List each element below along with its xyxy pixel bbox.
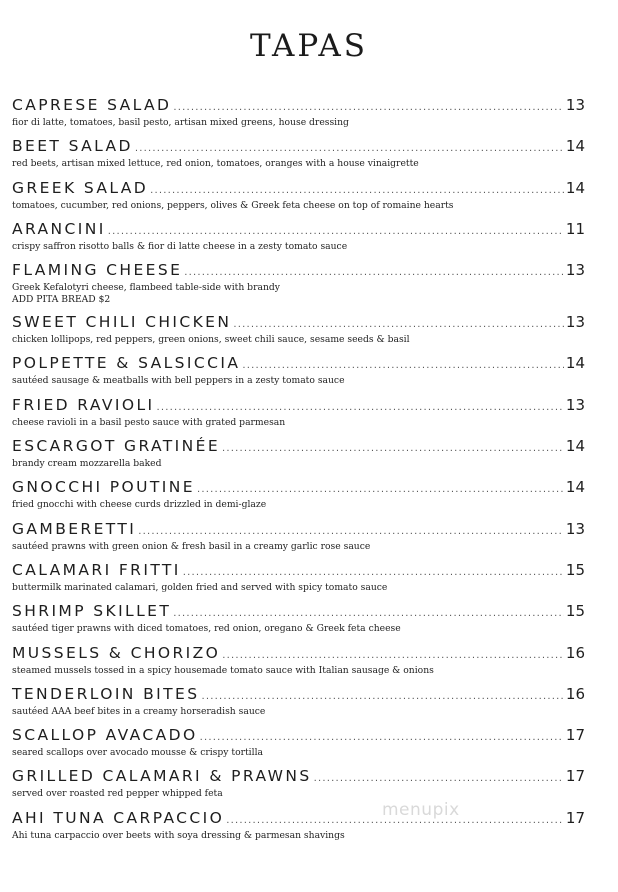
item-name: ESCARGOT GRATINÉE — [12, 437, 221, 456]
item-name: ARANCINI — [12, 219, 106, 238]
dot-leader — [173, 608, 564, 619]
item-price: 16 — [565, 684, 585, 703]
item-name: SHRIMP SKILLET — [12, 602, 172, 621]
dot-leader — [197, 484, 564, 495]
dot-leader — [184, 267, 564, 278]
item-name: POLPETTE & SALSICCIA — [12, 354, 241, 373]
item-name: SWEET CHILI CHICKEN — [12, 313, 232, 332]
item-description: steamed mussels tossed in a spicy housemade tomato sauce with Italian sausage & onions — [12, 664, 434, 676]
dot-leader — [222, 443, 564, 454]
item-name: FRIED RAVIOLI — [12, 395, 155, 414]
item-price: 14 — [565, 354, 585, 373]
item-name: MUSSELS & CHORIZO — [12, 643, 221, 662]
item-description: cheese ravioli in a basil pesto sauce with grated parmesan — [12, 416, 286, 428]
menu-item — [12, 220, 585, 261]
item-price: 13 — [565, 519, 585, 538]
dot-leader — [108, 226, 564, 237]
item-description: buttermilk marinated calamari, golden fried and served with spicy tomato sauce — [12, 581, 388, 593]
menu-item — [12, 396, 585, 437]
item-name: GNOCCHI POUTINE — [12, 478, 195, 497]
item-name: SCALLOP AVACADO — [12, 726, 198, 745]
item-name: FLAMING CHEESE — [12, 261, 183, 280]
menu-item — [12, 685, 585, 726]
item-name: GREEK SALAD — [12, 178, 149, 197]
item-description: fior di latte, tomatoes, basil pesto, artisan mixed greens, house dressing — [12, 117, 349, 128]
item-description: red beets, artisan mixed lettuce, red onion, tomatoes, oranges with a house vinaigrette — [12, 158, 419, 170]
dot-leader — [200, 732, 564, 743]
item-price: 13 — [565, 313, 585, 332]
item-price: 17 — [565, 767, 585, 786]
dot-leader — [138, 526, 564, 537]
item-price: 17 — [565, 808, 585, 827]
item-name: CALAMARI FRITTI — [12, 560, 181, 579]
dot-leader — [156, 402, 563, 413]
item-description: tomatoes, cucumber, red onions, peppers, olives & Greek feta cheese on top of romaine hearts — [12, 199, 454, 211]
dot-leader — [222, 650, 564, 661]
dot-leader — [242, 360, 564, 371]
item-description: sautéed tiger prawns with diced tomatoes, red onion, oregano & Greek feta cheese — [12, 623, 401, 635]
item-price: 14 — [565, 478, 585, 497]
item-price: 15 — [565, 560, 585, 579]
menu-item — [12, 520, 585, 561]
item-price: 13 — [565, 395, 585, 414]
dot-leader — [150, 185, 564, 196]
item-name: CAPRESE SALAD — [12, 96, 172, 114]
menu-item — [12, 809, 585, 850]
menu-item — [12, 767, 585, 808]
dot-leader — [183, 567, 564, 578]
item-description: seared scallops over avocado mousse & crispy tortilla — [12, 747, 263, 759]
menu-item — [12, 726, 585, 767]
watermark: menupix — [382, 800, 460, 820]
menu-item — [12, 354, 585, 395]
item-name: AHI TUNA CARPACCIO — [12, 808, 225, 827]
item-price: 14 — [565, 137, 585, 156]
page-title: TAPAS — [249, 28, 368, 64]
item-description: crispy saffron risotto balls & fior di latte cheese in a zesty tomato sauce — [12, 240, 348, 252]
item-description: Greek Kefalotyri cheese, flambeed table-side with brandy — [12, 282, 280, 294]
menu-item — [12, 478, 585, 519]
item-description: sautéed AAA beef bites in a creamy horseradish sauce — [12, 705, 266, 717]
menu-item — [12, 561, 585, 602]
menu-list — [12, 96, 585, 850]
item-price: 13 — [565, 96, 585, 114]
item-name: BEET SALAD — [12, 137, 133, 156]
menu-item — [12, 179, 585, 220]
dot-leader — [314, 773, 564, 784]
menu-item — [12, 96, 585, 137]
menu-item — [12, 644, 585, 685]
dot-leader — [201, 691, 563, 702]
menu-item — [12, 313, 585, 354]
item-description: sautéed sausage & meatballs with bell peppers in a zesty tomato sauce — [12, 375, 345, 387]
item-description: chicken lollipops, red peppers, green onions, sweet chili sauce, sesame seeds & basil — [12, 334, 410, 346]
item-description: sautéed prawns with green onion & fresh basil in a creamy garlic rose sauce — [12, 540, 371, 552]
item-description: fried gnocchi with cheese curds drizzled in demi-glaze — [12, 499, 267, 511]
menu-item — [12, 437, 585, 478]
menu-item — [12, 261, 585, 313]
item-addon: ADD PITA BREAD $2 — [12, 294, 111, 306]
item-price: 11 — [565, 219, 585, 238]
dot-leader — [173, 102, 564, 113]
dot-leader — [135, 143, 564, 154]
item-name: GAMBERETTI — [12, 519, 137, 538]
item-price: 13 — [565, 261, 585, 280]
item-price: 16 — [565, 643, 585, 662]
menu-item — [12, 137, 585, 178]
item-description: brandy cream mozzarella baked — [12, 458, 162, 470]
menu-item — [12, 602, 585, 643]
item-name: GRILLED CALAMARI & PRAWNS — [12, 767, 312, 786]
item-price: 14 — [565, 437, 585, 456]
item-description: Ahi tuna carpaccio over beets with soya dressing & parmesan shavings — [12, 829, 345, 841]
item-description: served over roasted red pepper whipped feta — [12, 788, 223, 800]
item-price: 15 — [565, 602, 585, 621]
item-price: 14 — [565, 178, 585, 197]
item-price: 17 — [565, 726, 585, 745]
dot-leader — [233, 319, 564, 330]
item-name: TENDERLOIN BITES — [12, 684, 200, 703]
